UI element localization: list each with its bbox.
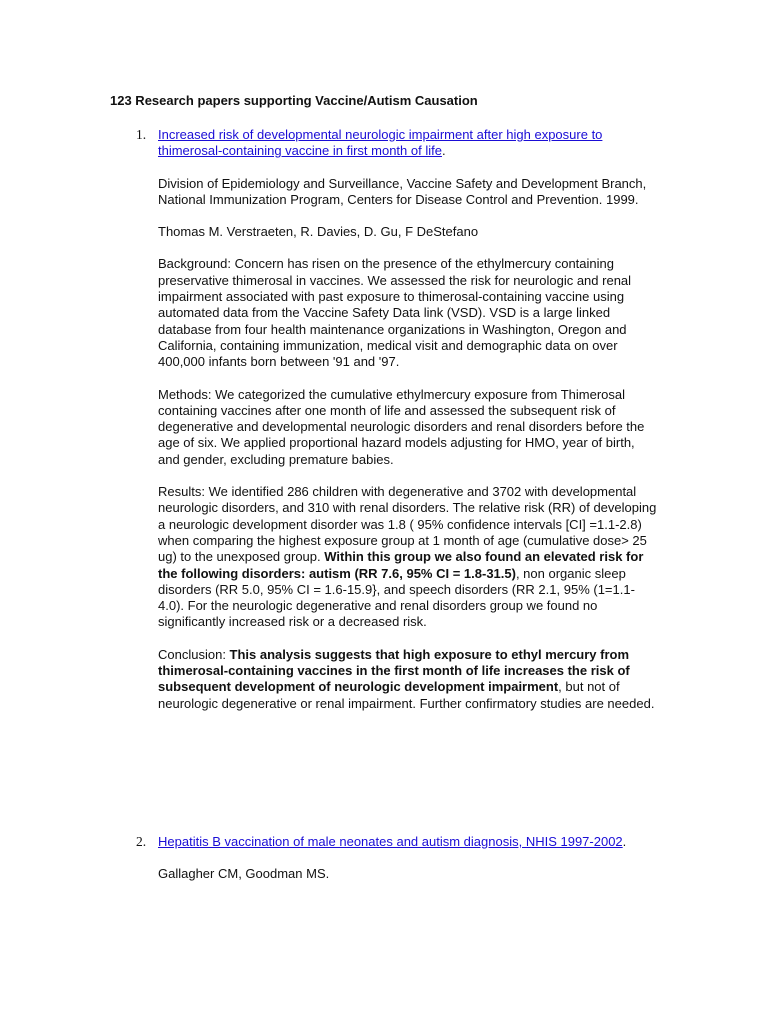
item-number: 1. [136, 127, 147, 142]
list-item [158, 834, 658, 883]
list-item [158, 127, 658, 712]
abstract-results: Results: We identified 286 children with degenerative and 3702 with developmental neurologic disorders, and 310 with renal disorders. The relative risk (RR) of developing a neurologic development disorder was 1.8 ( 95% confidence intervals [CI] =1.1-2.8) when comparing the highest exposure group at 1 month of age (cumulative dose> 25 ug) to the unexposed group. Within this group we also found an elevated risk for the following disorders: autism (RR 7.6, 95% CI = 1.8-31.5), non organic sleep disorders (RR 5.0, 95% CI = 1.6-15.9}, and speech disorders (RR 2.1, 95% (1=1.1-4.0). For the neurologic degenerative and renal disorders group we found no significantly increased risk or a decreased risk. [158, 484, 657, 630]
document-title: 123 Research papers supporting Vaccine/Autism Causation [110, 93, 478, 108]
paper-affiliation: Division of Epidemiology and Surveillance, Vaccine Safety and Development Branch, National Immunization Program, Centers for Disease Control and Prevention. 1999. [158, 175, 647, 207]
results-highlight: Within this group we also found an elevated risk for the following disorders: autism (RR 7.6, 95% CI = 1.8-31.5) [158, 549, 644, 581]
item-number: 2. [136, 834, 147, 849]
abstract-conclusion: Conclusion: This analysis suggests that high exposure to ethyl mercury from thimerosal-containing vaccines in the first month of life increases the risk of subsequent development of neurologic development impairment, but not of neurologic degenerative or renal impairment. Further confirmatory studies are needed. [158, 646, 655, 711]
abstract-background: Background: Concern has risen on the presence of the ethylmercury containing preservative thimerosal in vaccines. We assessed the risk for neurologic and renal impairment associated with past exposure to thimerosal-containing vaccine using automated data from the Vaccine Safety Data link (VSD). VSD is a large linked database from four health maintenance organizations in Washington, Oregon and California, containing immunization, medical visit and demographic data on over 400,000 infants born between '91 and '97. [158, 256, 632, 370]
abstract-methods: Methods: We categorized the cumulative ethylmercury exposure from Thimerosal containing vaccines after one month of life and assessed the subsequent risk of degenerative and developmental neurologic disorders and renal disorders before the age of six. We applied proportional hazard models adjusting for HMO, year of birth, and gender, excluding premature babies. [158, 386, 645, 467]
paper-title: Hepatitis B vaccination of male neonates and autism diagnosis, NHIS 1997-2002. [158, 834, 627, 849]
paper-title-link[interactable]: Increased risk of developmental neurologic impairment after high exposure to thimerosal-containing vaccine in first month of life [158, 127, 603, 159]
paper-authors: Gallagher CM, Goodman MS. [158, 866, 330, 882]
conclusion-highlight: This analysis suggests that high exposure to ethyl mercury from thimerosal-containing vaccines in the first month of life increases the risk of subsequent development of neurologic development impairment [158, 646, 630, 695]
paper-authors: Thomas M. Verstraeten, R. Davies, D. Gu, F DeStefano [158, 224, 479, 240]
paper-title: Increased risk of developmental neurologic impairment after high exposure to thimerosal-containing vaccine in first month of life. [158, 127, 603, 159]
paper-title-link[interactable]: Hepatitis B vaccination of male neonates and autism diagnosis, NHIS 1997-2002 [158, 834, 623, 849]
